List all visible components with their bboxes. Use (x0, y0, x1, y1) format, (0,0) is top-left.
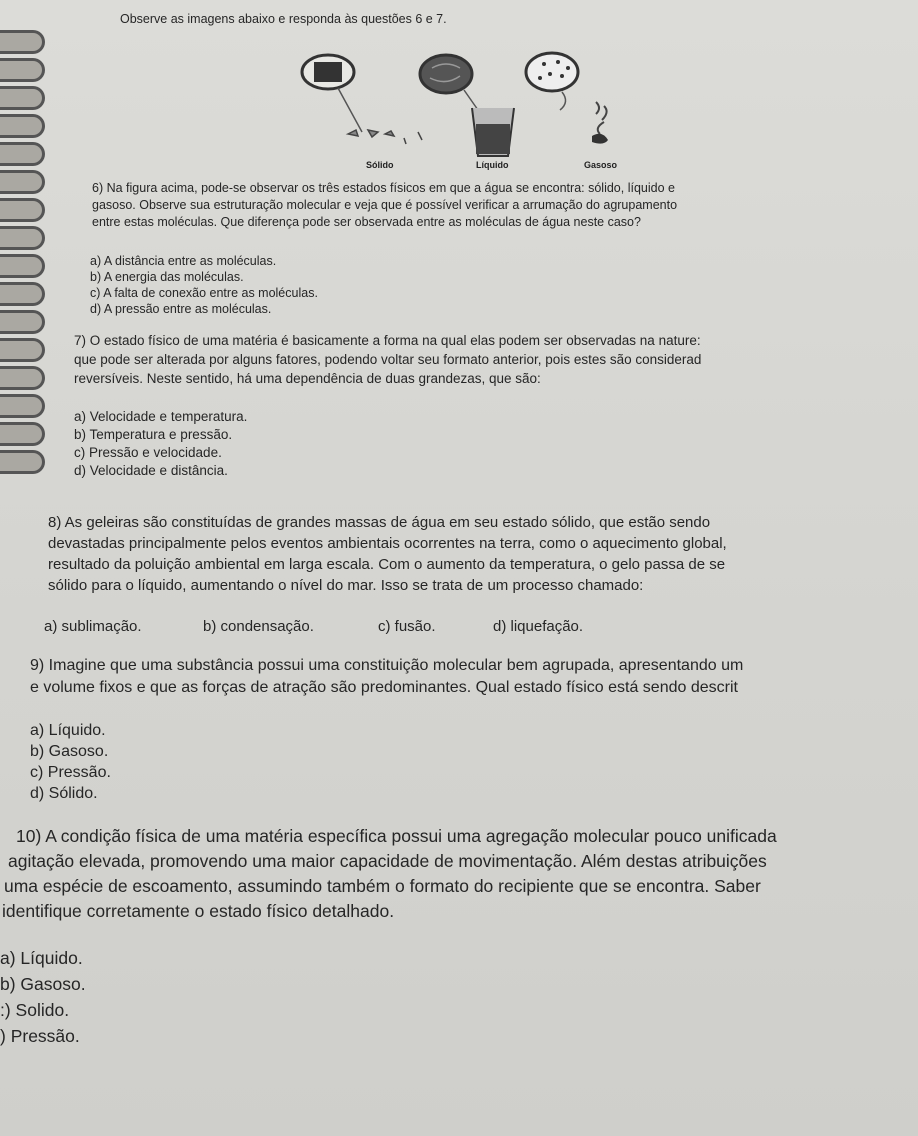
q9-option-a[interactable]: a) Líquido. (30, 722, 106, 739)
q7-option-b[interactable]: b) Temperatura e pressão. (74, 427, 233, 442)
q6-line: entre estas moléculas. Que diferença pode ser observada entre as moléculas de água neste caso? (92, 215, 641, 229)
q10-option-c[interactable]: :) Solido. (0, 1000, 70, 1020)
q10-line: uma espécie de escoamento, assumindo também o formato do recipiente que se encontra. Saber (4, 876, 761, 896)
q8-line: resultado da poluição ambiental em larga escala. Com o aumento da temperatura, o gelo passa de se (48, 556, 726, 573)
q6-line: gasoso. Observe sua estruturação molecular e veja que é possível verificar a arrumação do agrupamento (92, 198, 678, 212)
q10-line: agitação elevada, promovendo uma maior capacidade de movimentação. Além destas atribuições (8, 851, 767, 871)
q10-option-a[interactable]: a) Líquido. (0, 948, 83, 968)
q6-line: 6) Na figura acima, pode-se observar os três estados físicos em que a água se encontra: sólido, líquido e (92, 181, 675, 195)
q9-line: e volume fixos e que as forças de atração são predominantes. Qual estado físico está sendo descrit (30, 679, 738, 696)
label-solid: Sólido (366, 160, 394, 170)
q9-line: 9) Imagine que uma substância possui uma constituição molecular bem agrupada, apresentando um (30, 657, 744, 674)
q6-option-c[interactable]: c) A falta de conexão entre as moléculas. (90, 286, 318, 300)
q7-option-c[interactable]: c) Pressão e velocidade. (74, 445, 222, 460)
q8-line: devastadas principalmente pelos eventos ambientais ocorrentes na terra, como o aquecimento global, (48, 535, 727, 552)
instruction-header: Observe as imagens abaixo e responda às questões 6 e 7. (120, 12, 447, 26)
q7-option-d[interactable]: d) Velocidade e distância. (74, 463, 228, 478)
label-liquid: Líquido (476, 160, 509, 170)
q7-line: que pode ser alterada por alguns fatores, podendo voltar seu formato anterior, pois estes são considerad (74, 352, 702, 367)
q8-line: 8) As geleiras são constituídas de grandes massas de água em seu estado sólido, que estão sendo (48, 514, 711, 531)
q10-option-b[interactable]: b) Gasoso. (0, 974, 86, 994)
q8-option-a[interactable]: a) sublimação. (44, 618, 142, 635)
q8-option-d[interactable]: d) liquefação. (493, 618, 584, 635)
q7-line: 7) O estado físico de uma matéria é basicamente a forma na qual elas podem ser observadas na nature: (74, 333, 701, 348)
q8-line: sólido para o líquido, aumentando o nível do mar. Isso se trata de um processo chamado: (48, 577, 644, 594)
q7-line: reversíveis. Neste sentido, há uma dependência de duas grandezas, que são: (74, 371, 541, 386)
q10-line: identifique corretamente o estado físico detalhado. (2, 901, 395, 921)
label-gas: Gasoso (584, 160, 618, 170)
q8-option-b[interactable]: b) condensação. (203, 618, 314, 635)
q6-option-d[interactable]: d) A pressão entre as moléculas. (90, 302, 272, 316)
q6-option-b[interactable]: b) A energia das moléculas. (90, 270, 244, 284)
q7-option-a[interactable]: a) Velocidade e temperatura. (74, 409, 248, 424)
states-of-matter-figure (300, 50, 660, 170)
q9-option-c[interactable]: c) Pressão. (30, 764, 111, 781)
spiral-binding (0, 30, 46, 470)
q9-option-b[interactable]: b) Gasoso. (30, 743, 109, 760)
q10-option-d[interactable]: ) Pressão. (0, 1026, 80, 1046)
q10-line: 10) A condição física de uma matéria específica possui uma agregação molecular pouco unificada (16, 826, 777, 846)
q8-option-c[interactable]: c) fusão. (378, 618, 436, 635)
q9-option-d[interactable]: d) Sólido. (30, 785, 98, 802)
q6-option-a[interactable]: a) A distância entre as moléculas. (90, 254, 277, 268)
